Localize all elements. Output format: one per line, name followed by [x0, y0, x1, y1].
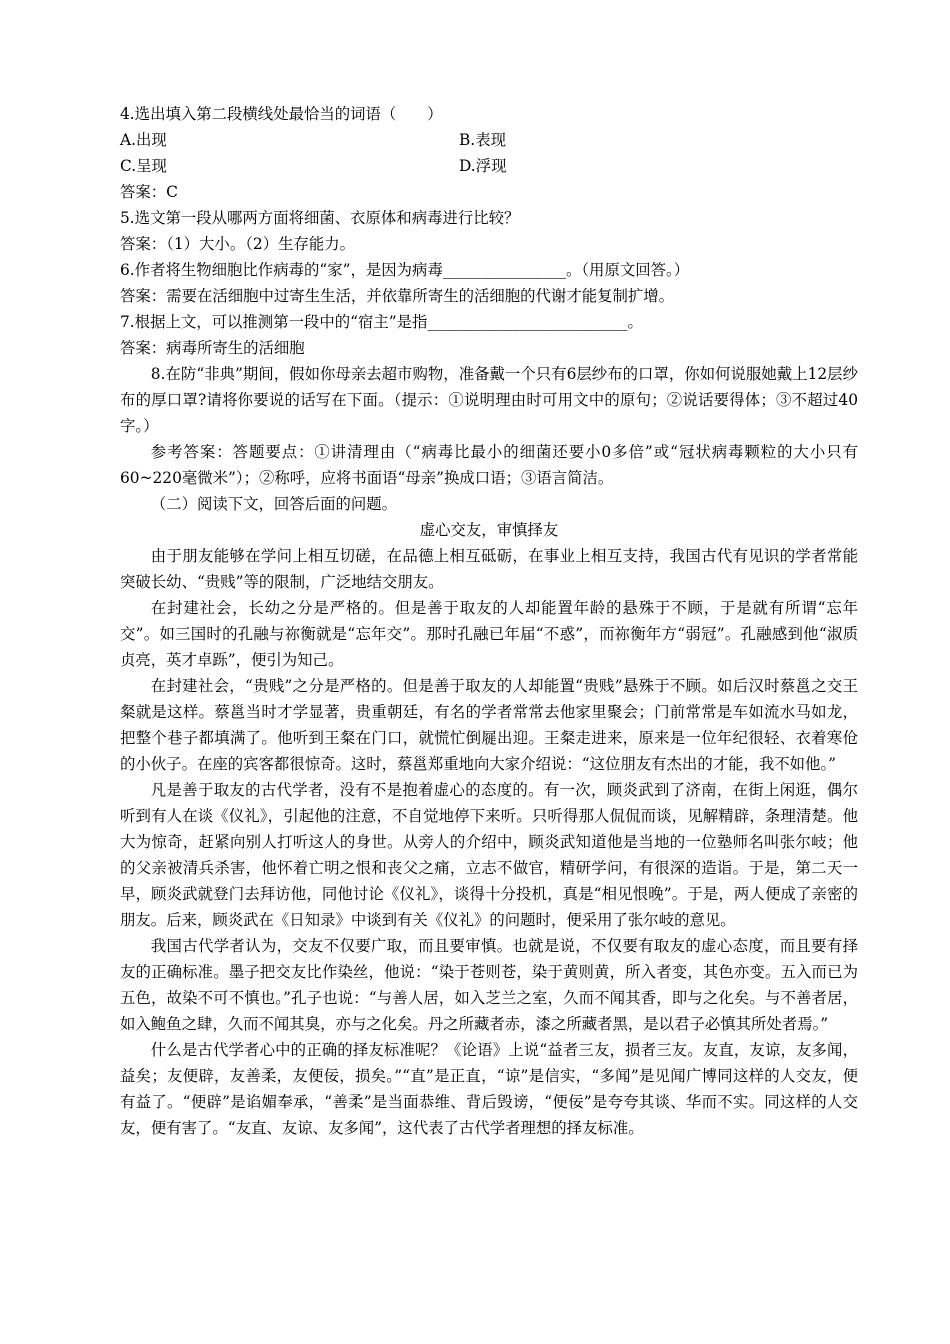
- question-4: 4.选出填入第二段横线处最恰当的词语（ ）: [120, 105, 443, 123]
- answer-6: 答案：需要在活细胞中过寄生生活，并依靠所寄生的活细胞的代谢才能复制扩增。: [120, 287, 675, 305]
- article-paragraph: 什么是古代学者心中的正确的择友标准呢？《论语》上说“益者三友，损者三友。友直，友谅，友多闻，益矣；友便辟，友善柔，友便佞，损矣。”“直”是正直，“谅”是信实，“多闻”是见闻广博同这样的人交友，便有益了。“便辟”是谄媚奉承，“善柔”是当面恭维、背后毁谤，“便佞”是夸夸其谈、华而不实。同这样的人交友，便有害了。“友直、友谅、友多闻”，这代表了古代学者理想的择友标准。: [120, 1041, 858, 1137]
- section-2-intro: （二）阅读下文，回答后面的问题。: [150, 495, 398, 513]
- answer-5: 答案：（1）大小。（2）生存能力。: [120, 235, 356, 253]
- article-title: 虚心交友，审慎择友: [419, 521, 559, 539]
- question-4-options-row-1: [120, 127, 858, 153]
- option-a: A.出现: [120, 131, 167, 149]
- document-body: [120, 101, 858, 1141]
- answer-8: 参考答案：答题要点：①讲清理由（“病毒比最小的细菌还要小0多倍”或“冠状病毒颗粒的大小只有60~220毫微米”）；②称呼，应将书面语“母亲”换成口语；③语言简洁。: [120, 443, 858, 487]
- question-7: 7.根据上文，可以推测第一段中的“宿主”是指__________________________。: [120, 313, 643, 331]
- question-8: 8.在防“非典”期间，假如你母亲去超市购物，准备戴一个只有6层纱布的口罩，你如何说服她戴上12层纱布的厚口罩?请将你要说的话写在下面。（提示：①说明理由时可用文中的原句；②说话要得体；③不超过40字。）: [120, 365, 858, 435]
- option-c: C.呈现: [120, 157, 167, 175]
- option-b: B.表现: [459, 131, 506, 149]
- answer-7: 答案：病毒所寄生的活细胞: [120, 339, 305, 357]
- option-d: D.浮现: [459, 157, 507, 175]
- question-6: 6.作者将生物细胞比作病毒的“家”，是因为病毒________________。（用原文回答。）: [120, 261, 690, 279]
- article-paragraph: 凡是善于取友的古代学者，没有不是抱着虚心的态度的。有一次，顾炎武到了济南，在街上闲逛，偶尔听到有人在谈《仪礼》，引起他的注意，不自觉地停下来听。只听得那人侃侃而谈，见解精辟，条理清楚。他大为惊奇，赶紧向别人打听这人的身世。从旁人的介绍中，顾炎武知道他是当地的一位塾师名叫张尔岐；他的父亲被清兵杀害，他怀着亡明之恨和丧父之痛，立志不做官，精研学问，有很深的造诣。于是，第二天一早，顾炎武就登门去拜访他，同他讨论《仪礼》，谈得十分投机，真是“相见恨晚”。于是，两人便成了亲密的朋友。后来，顾炎武在《日知录》中谈到有关《仪礼》的问题时，便采用了张尔岐的意见。: [120, 781, 858, 929]
- article-paragraph: 由于朋友能够在学问上相互切磋，在品德上相互砥砺，在事业上相互支持，我国古代有见识的学者常能突破长幼、“贵贱”等的限制，广泛地结交朋友。: [120, 547, 858, 591]
- question-5: 5.选文第一段从哪两方面将细菌、衣原体和病毒进行比较？: [120, 209, 520, 227]
- article-paragraph: 在封建社会，“贵贱”之分是严格的。但是善于取友的人却能置“贵贱”悬殊于不顾。如后汉时蔡邕之交王粲就是这样。蔡邕当时才学显著，贵重朝廷，有名的学者常常去他家里聚会；门前常常是车如流水马如龙，把整个巷子都填满了。他听到王粲在门口，就慌忙倒屣出迎。王粲走进来，原来是一位年纪很轻、衣着寒伧的小伙子。在座的宾客都很惊奇。这时，蔡邕郑重地向大家介绍说：“这位朋友有杰出的才能，我不如他。”: [120, 677, 858, 773]
- answer-4: 答案：C: [120, 183, 178, 201]
- article-paragraph: 在封建社会，长幼之分是严格的。但是善于取友的人却能置年龄的悬殊于不顾，于是就有所谓“忘年交”。如三国时的孔融与祢衡就是“忘年交”。那时孔融已年届“不惑”，而祢衡年方“弱冠”。孔融感到他“淑质贞亮，英才卓跞”，便引为知己。: [120, 599, 858, 669]
- question-4-options-row-2: [120, 153, 858, 179]
- article-paragraph: 我国古代学者认为，交友不仅要广取，而且要审慎。也就是说，不仅要有取友的虚心态度，而且要有择友的正确标准。墨子把交友比作染丝，他说：“染于苍则苍，染于黄则黄，所入者变，其色亦变。五入而已为五色，故染不可不慎也。”孔子也说：“与善人居，如入芝兰之室，久而不闻其香，即与之化矣。与不善者居，如入鲍鱼之肆，久而不闻其臭，亦与之化矣。丹之所藏者赤，漆之所藏者黑，是以君子必慎其所处者焉。”: [120, 937, 858, 1033]
